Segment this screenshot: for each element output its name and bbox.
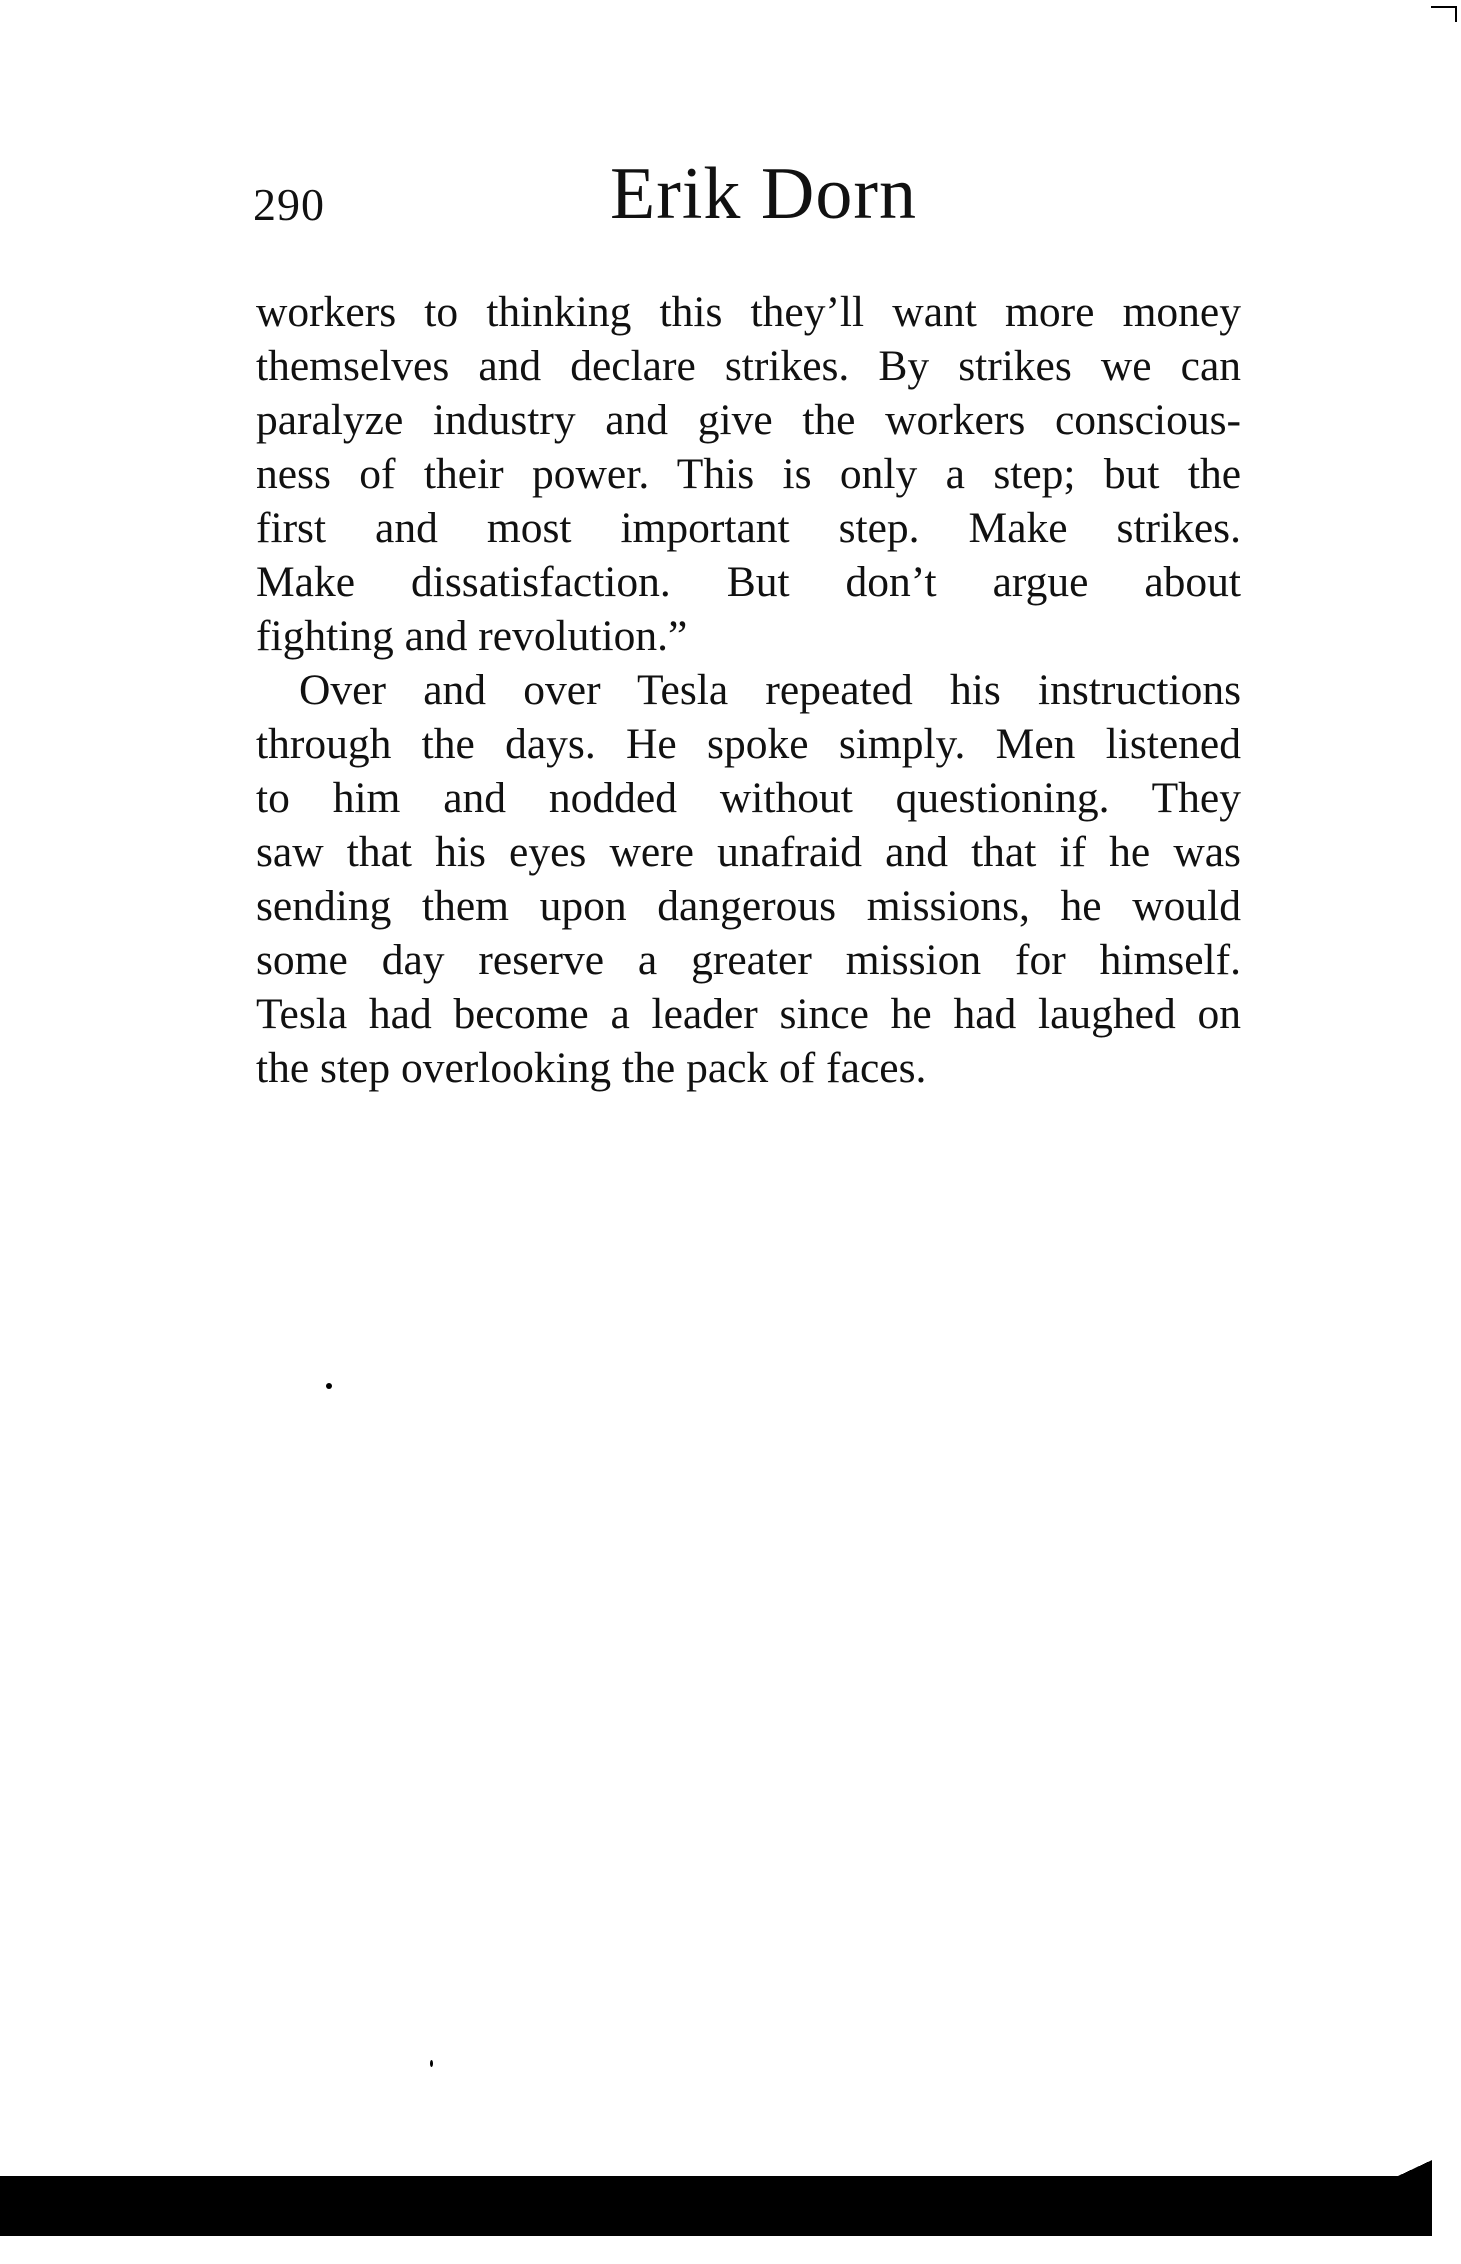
- scan-edge-bar: [0, 2176, 1432, 2236]
- text-line: to him and nodded without questioning. They: [256, 774, 1241, 822]
- text-line: paralyze industry and give the workers conscious-: [256, 396, 1241, 444]
- text-line: through the days. He spoke simply. Men listened: [256, 720, 1241, 768]
- body-text: [256, 285, 1241, 1095]
- scan-speck: [430, 2060, 433, 2067]
- text-line: sending them upon dangerous missions, he would: [256, 882, 1241, 930]
- text-line: some day reserve a greater mission for himself.: [256, 936, 1241, 984]
- scan-speck: [326, 1383, 332, 1389]
- scan-edge-taper: [1398, 2160, 1432, 2176]
- running-head: [253, 152, 1243, 242]
- text-line: saw that his eyes were unafraid and that if he was: [256, 828, 1241, 876]
- running-title: Erik Dorn: [610, 153, 917, 235]
- text-line: fighting and revolution.”: [256, 612, 688, 660]
- text-line: themselves and declare strikes. By strikes we can: [256, 342, 1241, 390]
- text-line: workers to thinking this they’ll want more money: [256, 288, 1241, 336]
- text-line: Make dissatisfaction. But don’t argue about: [256, 558, 1241, 606]
- text-line: ness of their power. This is only a step; but the: [256, 450, 1241, 498]
- paragraph-first-line: Over and over Tesla repeated his instructions: [299, 666, 1241, 714]
- text-line: first and most important step. Make strikes.: [256, 504, 1241, 552]
- text-line: Tesla had become a leader since he had laughed on: [256, 990, 1241, 1038]
- corner-crop-mark: [1431, 6, 1457, 22]
- page-number: 290: [253, 179, 325, 230]
- text-line: the step overlooking the pack of faces.: [256, 1044, 927, 1092]
